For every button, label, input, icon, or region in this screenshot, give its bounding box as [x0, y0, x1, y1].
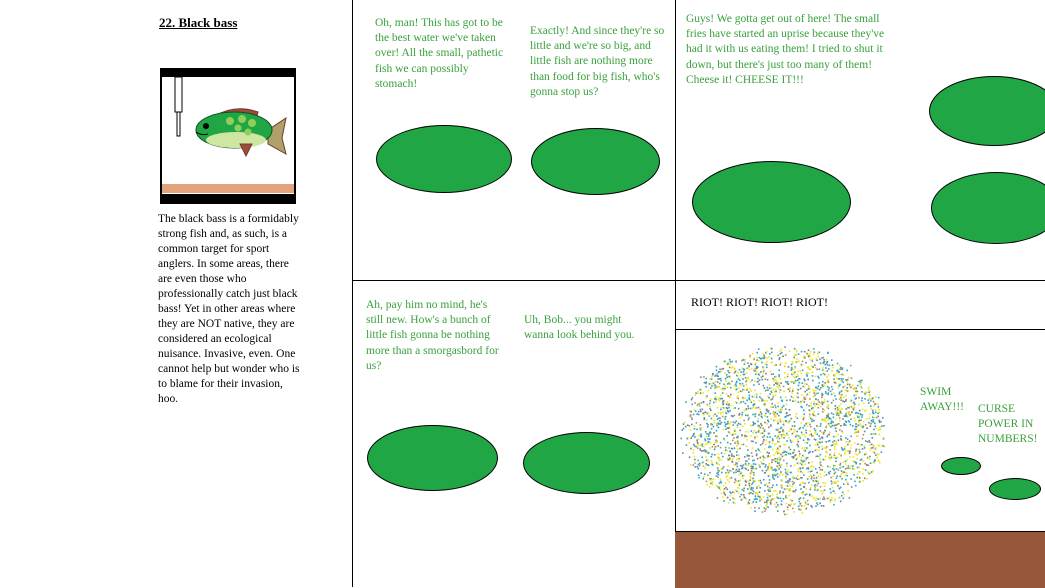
panel-border-left — [352, 0, 353, 587]
panel2-fish-large — [692, 161, 851, 243]
entry-title: 22. Black bass — [159, 15, 238, 30]
panel1-right-speech: Exactly! And since they're so little and we're so big, and little fish are nothing more than food for big fish, who's gonna stop us? — [530, 25, 665, 98]
panel2-fish-lower-right — [931, 172, 1045, 244]
panel4-swim-away-speech: SWIM AWAY!!! — [920, 386, 965, 414]
fish-tank-icon — [160, 68, 296, 204]
panel4-curse-speech: CURSE POWER IN NUMBERS! — [978, 403, 1038, 446]
panel3-left-fish — [367, 425, 498, 491]
panel2-speech: Guys! We gotta get out of here! The small fries have started an uprise because they've had it with us eating them! I tried to shut it down, but there's just too many of them! Cheese it! CHEESE IT!!! — [686, 13, 885, 86]
panel1-left-speech: Oh, man! This has got to be the best water we've taken over! All the small, pathetic fish we can possibly stomach! — [375, 17, 504, 90]
riverbed-ground — [675, 531, 1045, 588]
panel3-right-speech: Uh, Bob... you might wanna look behind you. — [524, 314, 635, 342]
panel-border-middle — [675, 0, 676, 587]
panel4-fleeing-fish — [989, 478, 1041, 500]
panel-border-horizontal — [352, 280, 1045, 281]
panel4-fleeing-fish-small — [941, 457, 981, 475]
panel3-right-fish — [523, 432, 650, 494]
panel3-left-speech: Ah, pay him no mind, he's still new. How's a bunch of little fish gonna be nothing more than a smorgasbord for us? — [366, 299, 499, 372]
small-fish-swarm — [680, 340, 895, 520]
panel1-left-fish — [376, 125, 512, 193]
panel4-caption: RIOT! RIOT! RIOT! RIOT! — [691, 295, 828, 309]
panel2-fish-upper-right — [929, 76, 1045, 146]
panel1-right-fish — [531, 128, 660, 195]
panel-border-caption — [675, 329, 1045, 330]
entry-description: The black bass is a formidably strong fish and, as such, is a common target for sport anglers. In some areas, there are even those who professionally catch just black bass! Yet in other areas where they are NOT native, they are considered an ecological nuisance. Invasive, even. One cannot help but wonder who is to blame for their invasion, hoo. — [158, 213, 300, 405]
